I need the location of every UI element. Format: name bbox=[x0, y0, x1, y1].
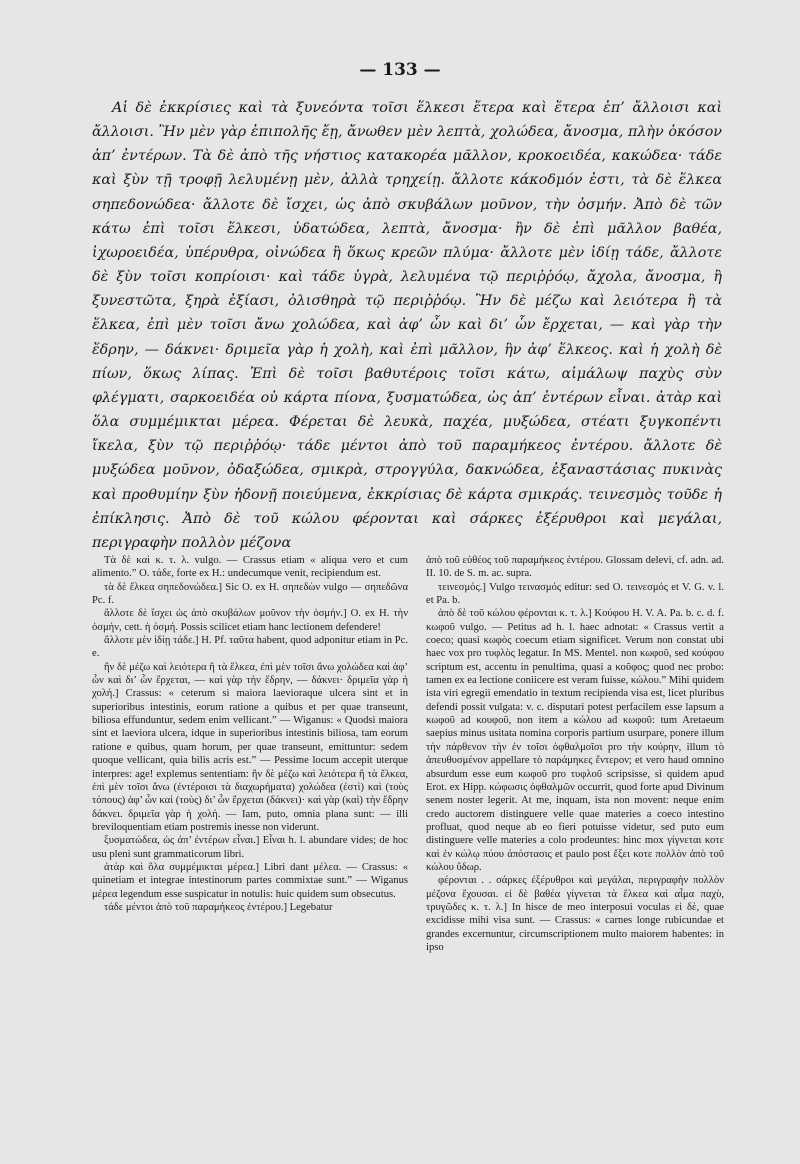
footnotes-right-column bbox=[426, 554, 724, 954]
main-greek-text: Αἱ δὲ ἐκκρίσιες καὶ τὰ ξυνεόντα τοῖσι ἕλκεσι ἕτερα καὶ ἕτερα ἐπ’ ἄλλοισι καὶ ἄλλοισι. Ἢν μὲν γὰρ ἐπιπολῆς ἔῃ, ἄνωθεν μὲν λεπτὰ, χολώδεα, ἄνοσμα, πλὴν ὁκόσον ἀπ’ ἐντέρων. Τὰ δὲ ἀπὸ τῆς νήστιος κατακορέα μᾶλλον, κροκοειδέα, κακώδεα· τάδε καὶ ξὺν τῇ τροφῇ λελυμένῃ μὲν, ἀλλὰ τρηχείῃ. ἄλλοτε κάκοδμόν ἐστι, τὰ δὲ ἕλκεα σηπεδονώδεα· ἄλλοτε δὲ ἴσχει, ὡς ἀπὸ σκυβάλων μοῦνον, τὴν ὀσμήν. Ἀπὸ δὲ τῶν κάτω ἐπὶ τοῖσι ἕλκεσι, ὑδατώδεα, λεπτὰ, ἄνοσμα· ἢν δὲ ἐπὶ μᾶλλον βαθέα, ἰχωροειδέα, ὑπέρυθρα, οἰνώδεα ἢ ὅκως κρεῶν πλύμα· ἄλλοτε μὲν ἰδίῃ τάδε, ἄλλοτε δὲ ξὺν τοῖσι κοπρίοισι· καὶ τάδε ὑγρὰ, λελυμένα τῷ περιῤῥόῳ, ἄχολα, ἄνοσμα, ἢ ξυνεστῶτα, ξηρὰ ἐξίασι, ὀλισθηρὰ τῷ περιῤῥόῳ. Ἢν δὲ μέζω καὶ λειότερα ἢ τὰ ἕλκεα, ἐπὶ μὲν τοῖσι ἄνω χολώδεα, καὶ ἀφ’ ὧν καὶ δι’ ὧν ἔρχεται, — καὶ γὰρ τὴν ἕδρην, — δάκνει· δριμεῖα γὰρ ἡ χολὴ, καὶ ἐπὶ μᾶλλον, ἣν ἀφ’ ἕλκεος. καὶ ἡ χολὴ δὲ πίων, ὅκως λίπας. Ἐπὶ δὲ τοῖσι βαθυτέροις τοῖσι κάτω, αἱμάλωψ παχὺς σὺν φλέγματι, σαρκοειδέα οὐ κάρτα πίονα, ξυσματώδεα, ὡς ἀπ’ ἐντέρων εἶναι. ἀτὰρ καὶ ὅλα συμμέμικται μέρεα. Φέρεται δὲ λευκὰ, παχέα, μυξώδεα, στέατι ξυγκοπέντι ἴκελα, ξὺν τῷ περιῤῥόῳ· τάδε μέντοι ἀπὸ τοῦ παραμήκεος ἐντέρου. ἄλλοτε δὲ μυξώδεα μοῦνον, ὀδαξώδεα, σμικρὰ, στρογγύλα, δακνώδεα, ἐξαναστάσιας πυκινὰς καὶ προθυμίην ξὺν ἡδονῇ ποιεύμενα, ἐκκρίσιας δὲ κάρτα σμικράς. τεινεσμὸς τοῦδε ἡ ἐπίκλησις. Ἀπὸ δὲ τοῦ κώλου φέρονται καὶ σάρκες ἐξέρυθροι καὶ μεγάλαι, περιγραφὴν πολλὸν μέζονα bbox=[92, 100, 722, 551]
footnote: τεινεσμός.] Vulgo τεινασμός editur: sed O. τεινεσμός et V. G. v. l. et Pa. b. bbox=[426, 581, 724, 607]
footnote: τάδε μέντοι ἀπὸ τοῦ παραμήκεος ἐντέρου.] Legebatur bbox=[104, 901, 333, 913]
footnote: ἀπὸ δὲ τοῦ κώλου φέρονται κ. τ. λ.] Κούφου H. V. A. Pa. b. c. d. f. κωφοῦ vulgo. — Petitus ad h. l. haec adnotat: « Crassus vertit a coeco; quasi κωφὸς coecum etiam significet. Verum non constat ubi haec vox pro τυφλὸς legatur. In MS. Mentel. non κωφοῦ, sed κούφου scriptum est, accentu in penultima, quasi a κοῦφος; quod nec probo: tamen ex ea lectione coniicere est veram fuisse, κώλου.” Mihi quidem ista viri egregii emendatio in textum recipienda visa est, licet pluribus defendi possit vulgata: v. c. disputari potest perfacilem esse lapsum a κωφοῦ ad κουφοῦ, non item a κώλου ad κωφοῦ: tum Aretaeum saepius minus usitata nomina corporis partium usurpare, ponere illum τὴν πάρθενον τὴν ἐν τοῖσι ὀφθαλμοῖσι pro τὴν κούρην, illum τὸ ἀπευθυσμένον appellare τὸ παράμηκες ἔντερον; et vero haud omnino absurdum esse eum κωφοῦ pro τυφλοῦ scripsisse, si quidem apud Erot. ex Hipp. κώφωσις ὀφθαλμῶν occurrit, quod forte apud Divinum senem noster legerit. At me, inquam, ista non movent: neque enim credo auctorem distinguere velle quae materies a coeco intestino profluat, quod neque ab eo fieri potuisse videtur, sed puto eum distinguere velle materies a colo prodeuntes: hinc mox γίγνεται κοτε καὶ ἐν κώλῳ πύου ἀπόστασις et paulo post ἔξει κοτε πολλὸν ἀπὸ τοῦ κώλου ὕδωρ. bbox=[426, 608, 724, 873]
footnote: ἄλλοτε μὲν ἰδίῃ τάδε.] H. Pf. ταῦτα habent, quod adponitur etiam in Pc. e. bbox=[92, 635, 408, 660]
footnote: ξυσματώδεα, ὡς ἀπ’ ἐντέρων εἶναι.] Εἶναι h. l. abundare vides; de hoc usu pleni sunt grammaticorum libri. bbox=[92, 835, 408, 860]
footnote: ἀπὸ τοῦ εὐθέος τοῦ παραμήκεος ἐντέρου. Glossam delevi, cf. adn. ad. II. 10. de S. m. ac. supra. bbox=[426, 555, 724, 580]
footnote: τὰ δὲ ἕλκεα σηπεδονώδεα.] Sic O. ex H. σηπεδὼν vulgo — σηπεδῶνα Pc. f. bbox=[92, 581, 408, 607]
footnote: ἢν δὲ μέζω καὶ λειότερα ἢ τὰ ἕλκεα, ἐπὶ μὲν τοῖσι ἄνω χολώδεα καὶ ἀφ’ ὧν καὶ δι’ ὧν ἔρχεται, — καὶ γὰρ τὴν ἕδρην, — δάκνει· δριμεῖα γὰρ ἡ χολή.] Crassus: « ceterum si maiora laevioraque ulcera sint et in superioribus intestinis, eorum ratione a quibus et per quae transeunt, biliosa effunduntur, sedem enim vellicant.” — Wiganus: « Quodsi maiora sint et laeviora ulcera, idque in superioribus intestinis biliosa, tam eorum ratione e quibus, quam horum, per quae transeunt, emittuntur: sedem quoque vellicant, quia bilis acris est.” — Pessime locum accepit uterque interpres: age! explemus sententiam: ἢν δὲ μέζω καὶ λειότερα ἢ τὰ ἕλκεα, ἐπὶ μὲν τοῖσι ἄνω (ἐντέροισι τὰ διαχωρήματα) χολώδεα (ἐστὶ) καὶ (τοὺς τόπους) ἀφ’ ὧν καὶ (τοὺς) δι’ ὧν ἔρχεται (δάκνει)· καὶ γὰρ (καὶ) τὴν ἕδρην δάκνει. δριμεῖα γὰρ ἡ χολή. — Iam, puto, omnia plana sunt: — illi breviloquentiam etiam postremis inesse non viderunt. bbox=[92, 661, 408, 833]
footnote: ἀτὰρ καὶ ὅλα συμμέμικται μέρεα.] Libri dant μέλεα. — Crassus: « quinetiam et integrae intestinorum partes commixtae sunt.” — Wiganus μέρεα legendum esse suspicatur in notulis: huic quidem sum obsecutus. bbox=[92, 861, 408, 900]
footnote: Τὰ δὲ καὶ κ. τ. λ. vulgo. — Crassus etiam « aliqua vero et cum alimento.” O. τάδε, forte ex H.: undecumque venit, recipiendum est. bbox=[92, 555, 408, 580]
page-number: — 133 — bbox=[359, 60, 441, 80]
footnotes-left-column bbox=[92, 554, 408, 914]
footnote: ἄλλοτε δὲ ἴσχει ὡς ἀπὸ σκυβάλων μοῦνον τὴν ὀσμήν.] O. ex H. τὴν ὀσμήν, cett. ἡ ὀσμή. Possis scilicet etiam hanc lectionem defendere! bbox=[92, 608, 408, 633]
footnote: φέρονται . . σάρκες ἐξέρυθροι καὶ μεγάλαι, περιγραφὴν πολλὸν μέζονα ἔχουσαι. εἰ δὲ βαθέα γίγνεται τὰ ἕλκεα καὶ αἷμα παχὺ, τρυγῶδες κ. τ. λ.] In hisce de meo interposui voculas εἰ δὲ, quae excidisse mihi visa sunt. — Crassus: « carnes longe rubicundae et grandes excernuntur, circumscriptionem multo maiorem habentes: in ipso bbox=[426, 875, 724, 953]
